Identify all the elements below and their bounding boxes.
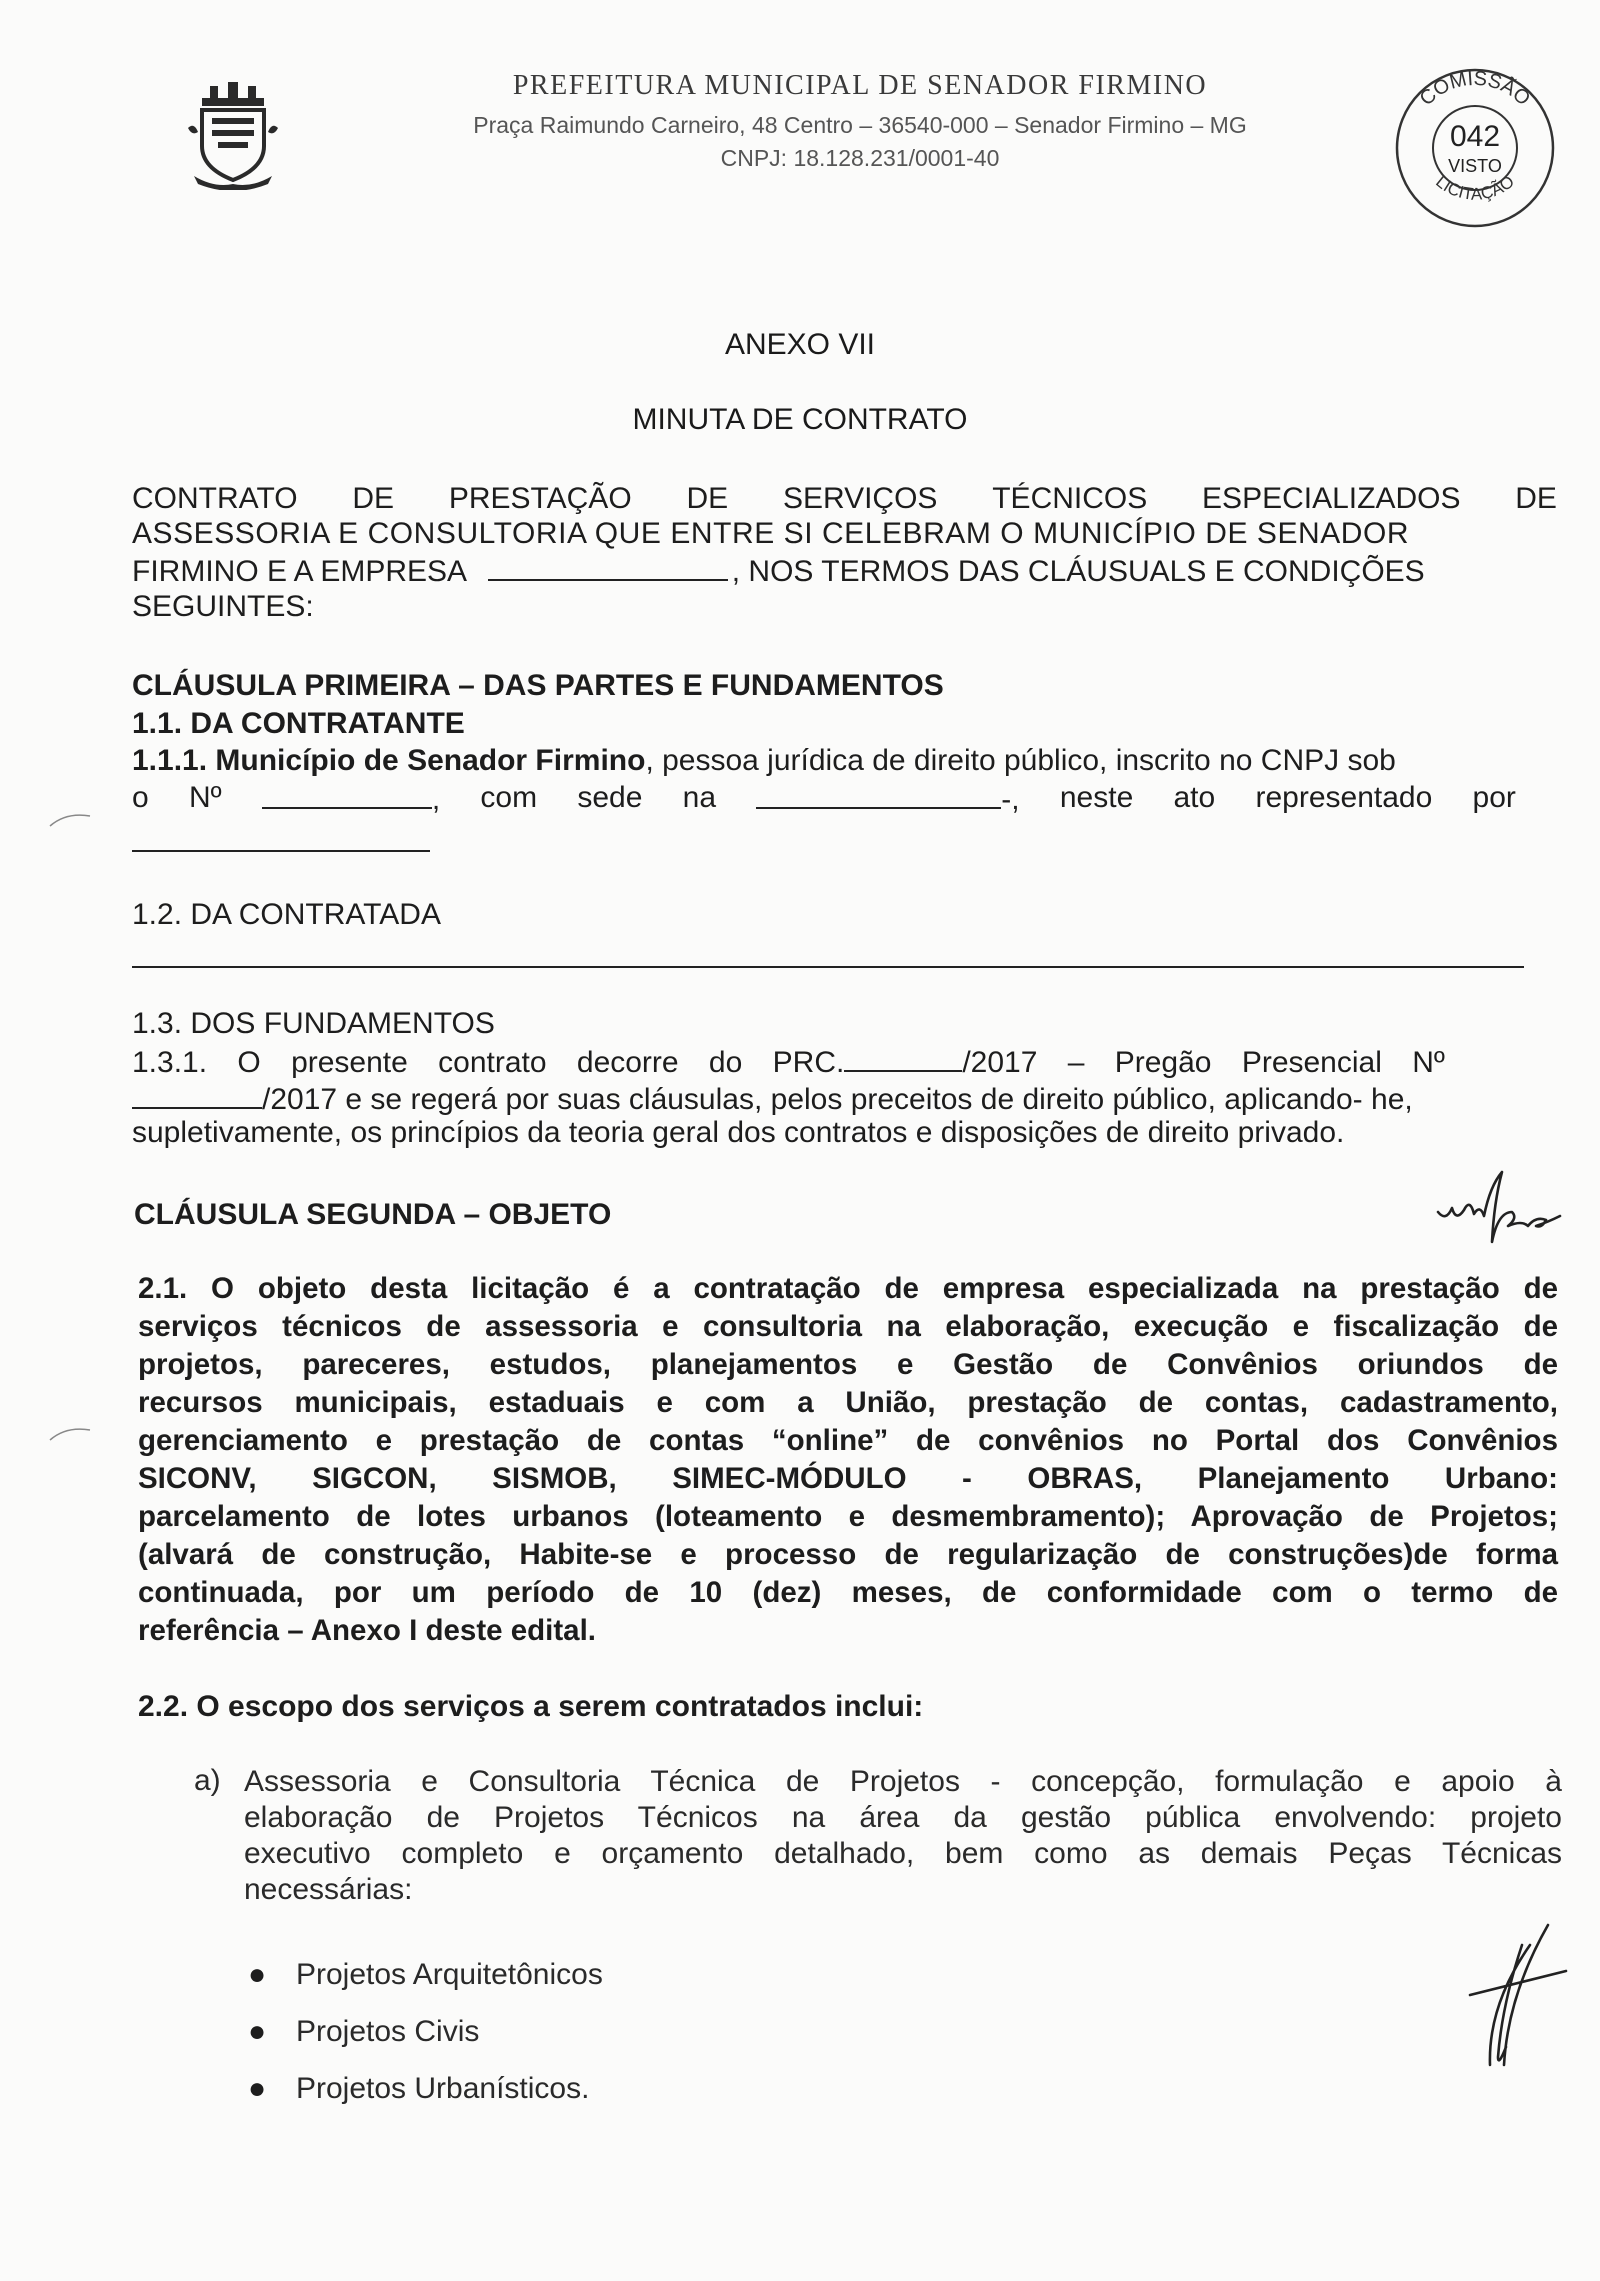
list-item: Projetos Civis: [296, 2015, 480, 2048]
margin-mark: [46, 810, 96, 828]
item-a-line-4: necessárias:: [244, 1873, 413, 1906]
section-1-2: 1.2. DA CONTRATADA: [132, 898, 441, 931]
section-2-1-line-4: recursos municipais, estaduais e com a União, prestação de contas, cadastramento,: [138, 1386, 1558, 1419]
bullet-icon: ●: [248, 1958, 267, 1991]
bullet-icon: ●: [248, 2015, 267, 2048]
representative-blank: [132, 850, 430, 852]
section-2-1-line-8: (alvará de construção, Habite-se e processo de regularização de construções)de forma: [138, 1538, 1558, 1571]
header-cnpj: CNPJ: 18.128.231/0001-40: [720, 145, 1000, 171]
intro-line-3: FIRMINO E A EMPRESA , NOS TERMOS DAS CLÁUSUALS E CONDIÇÕES: [132, 555, 1425, 588]
header-address: Praça Raimundo Carneiro, 48 Centro – 36540-000 – Senador Firmino – MG: [473, 112, 1247, 138]
section-1-3-1-line-1: 1.3.1. O presente contrato decorre do PRC. /2017 – Pregão Presencial Nº: [132, 1046, 1445, 1079]
commission-stamp: [1390, 60, 1560, 235]
section-2-1-line-5: gerenciamento e prestação de contas “online” de convênios no Portal dos Convênios: [138, 1424, 1558, 1457]
clause-1-title: CLÁUSULA PRIMEIRA – DAS PARTES E FUNDAMENTOS: [132, 669, 944, 702]
intro-line-4: SEGUINTES:: [132, 590, 314, 623]
section-2-1-line-9: continuada, por um período de 10 (dez) meses, de conformidade com o termo de: [138, 1576, 1558, 1609]
stamp-top-text: COMISSÃO: [1415, 67, 1535, 111]
section-2-2: 2.2. O escopo dos serviços a serem contratados inclui:: [138, 1690, 924, 1723]
address-blank: [756, 781, 1001, 809]
stamp-number: 042: [1449, 120, 1501, 153]
section-1-1-1-line-2: o Nº , com sede na -, neste ato representado por: [132, 781, 1516, 816]
intro-line-2: ASSESSORIA E CONSULTORIA QUE ENTRE SI CELEBRAM O MUNICÍPIO DE SENADOR: [132, 517, 1410, 550]
section-2-1-line-1: 2.1. O objeto desta licitação é a contratação de empresa especializada na prestação de: [138, 1272, 1558, 1305]
cnpj-blank: [262, 781, 432, 809]
section-2-1-line-6: SICONV, SIGCON, SISMOB, SIMEC-MÓDULO - OBRAS, Planejamento Urbano:: [138, 1462, 1558, 1495]
section-1-3-1-line-3: supletivamente, os princípios da teoria geral dos contratos e disposições de direito privado.: [132, 1116, 1345, 1149]
list-item: Projetos Arquitetônicos: [296, 1958, 603, 1991]
section-1-3-1-line-2: /2017 e se regerá por suas cláusulas, pelos preceitos de direito público, aplicando- he,: [132, 1081, 1413, 1117]
intro-line-1: CONTRATO DE PRESTAÇÃO DE SERVIÇOS TÉCNICOS ESPECIALIZADOS DE: [132, 482, 1557, 515]
margin-mark: [46, 1424, 96, 1442]
handwritten-signature: [1460, 1915, 1570, 2075]
svg-text:COMISSÃO: [1416, 68, 1535, 110]
svg-text:LICITAÇÃO: [1432, 172, 1518, 204]
item-a-line-3: executivo completo e orçamento detalhado, bem como as demais Peças Técnicas: [244, 1837, 1562, 1870]
section-1-1: 1.1. DA CONTRATANTE: [132, 707, 465, 740]
contracted-blank: [132, 966, 1524, 968]
list-item: Projetos Urbanísticos.: [296, 2072, 590, 2105]
company-name-blank: [488, 553, 728, 581]
contract-subtitle: MINUTA DE CONTRATO: [632, 403, 968, 436]
section-2-1-line-7: parcelamento de lotes urbanos (loteamento e desmembramento); Aprovação de Projetos;: [138, 1500, 1558, 1533]
section-2-1-line-2: serviços técnicos de assessoria e consultoria na elaboração, execução e fiscalização de: [138, 1310, 1558, 1343]
stamp-visto: VISTO: [1448, 156, 1502, 176]
bullet-icon: ●: [248, 2072, 267, 2105]
item-a-line-1: Assessoria e Consultoria Técnica de Projetos - concepção, formulação e apoio à: [244, 1765, 1562, 1798]
section-2-1-line-10: referência – Anexo I deste edital.: [138, 1614, 596, 1647]
header-title: PREFEITURA MUNICIPAL DE SENADOR FIRMINO: [512, 70, 1208, 101]
annex-title: ANEXO VII: [724, 328, 876, 361]
section-1-1-1: 1.1.1. Município de Senador Firmino, pessoa jurídica de direito público, inscrito no CNPJ sob: [132, 744, 1396, 777]
clause-2-title: CLÁUSULA SEGUNDA – OBJETO: [134, 1198, 612, 1231]
item-a-line-2: elaboração de Projetos Técnicos na área da gestão pública envolvendo: projeto: [244, 1801, 1562, 1834]
section-1-3: 1.3. DOS FUNDAMENTOS: [132, 1007, 495, 1040]
pregao-number-blank: [132, 1081, 262, 1109]
prc-number-blank: [844, 1044, 962, 1072]
item-a-label: a): [194, 1764, 221, 1797]
stamp-bottom-text: LICITAÇÃO: [1432, 171, 1518, 204]
section-2-1-line-3: projetos, pareceres, estudos, planejamentos e Gestão de Convênios oriundos de: [138, 1348, 1558, 1381]
municipal-crest-icon: [188, 78, 278, 190]
handwritten-initials: [1430, 1150, 1580, 1245]
